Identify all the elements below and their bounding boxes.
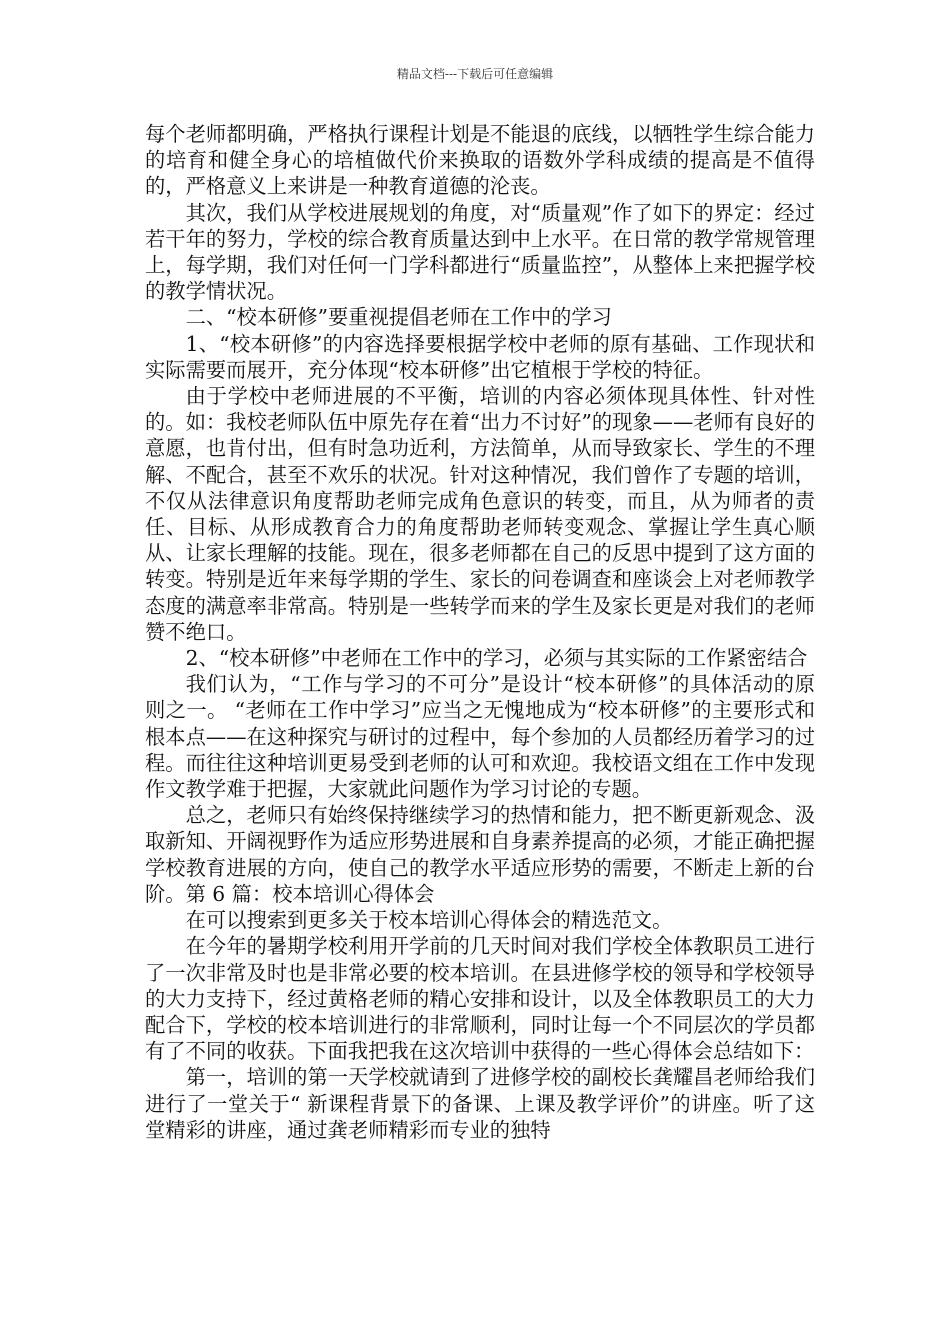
- paragraph-8: 第一，培训的第一天学校就请到了进修学校的副校长龚耀昌老师给我们进行了一堂关于“ 新课程背景下的备课、上课及教学评价”的讲座。听了这堂精彩的讲座，通过龚老师精彩而专业的独特: [145, 1065, 815, 1142]
- section-heading-2: 二、“校本研修”要重视提倡老师在工作中的学习: [185, 305, 612, 330]
- paragraph-1: 每个老师都明确，严格执行课程计划是不能退的底线，以牺牲学生综合能力的培育和健全身心的培植做代价来换取的语数外学科成绩的提高是不值得的，严格意义上来讲是一种教育道德的沦丧。: [145, 122, 815, 199]
- paragraph-4: 我们认为，“工作与学习的不可分”是设计“校本研修”的具体活动的原则之一。 “老师在工作中学习”应当之无愧地成为“校本研修”的主要形式和根本点——在这种探究与研讨的过程中，每个参加的人员都经历着学习的过程。而往往这种培训更易受到老师的认可和欢迎。我校语文组在工作中发现作文教学难于把握，大家就此问题作为学习讨论的专题。: [145, 672, 815, 802]
- paragraph-6: 在可以搜索到更多关于校本培训心得体会的精选范文。: [185, 908, 673, 933]
- subsection-heading-2: 2、“校本研修”中老师在工作中的学习，必须与其实际的工作紧密结合: [185, 646, 808, 671]
- paragraph-5: 总之，老师只有始终保持继续学习的热情和能力，把不断更新观念、汲取新知、开阔视野作为适应形势进展和自身素养提高的必须，才能正确把握学校教育进展的方向，使自己的教学水平适应形势的需要，不断走上新的台阶。第 6 篇：校本培训心得体会: [145, 803, 815, 906]
- subsection-heading-1: 1、“校本研修”的内容选择要根据学校中老师的原有基础、工作现状和实际需要而展开，充分体现“校本研修”出它植根于学校的特征。: [145, 331, 815, 382]
- paragraph-2: 其次，我们从学校进展规划的角度，对“质量观”作了如下的界定：经过若干年的努力，学校的综合教育质量达到中上水平。在日常的教学常规管理上，每学期，我们对任何一门学科都进行“质量监控”，从整体上来把握学校的教学情状况。: [145, 200, 815, 304]
- paragraph-3: 由于学校中老师进展的不平衡，培训的内容必须体现具体性、针对性的。如：我校老师队伍中原先存在着“出力不讨好”的现象——老师有良好的意愿，也肯付出，但有时急功近利，方法简单，从而导致家长、学生的不理解、不配合，甚至不欢乐的状况。针对这种情况，我们曾作了专题的培训，不仅从法律意识角度帮助老师完成角色意识的转变，而且，从为师者的责任、目标、从形成教育合力的角度帮助老师转变观念、掌握让学生真心顺从、让家长理解的技能。现在，很多老师都在自己的反思中提到了这方面的转变。特别是近年来每学期的学生、家长的问卷调查和座谈会上对老师教学态度的满意率非常高。特别是一些转学而来的学生及家长更是对我们的老师赞不绝口。: [145, 384, 815, 644]
- paragraph-7: 在今年的暑期学校利用开学前的几天时间对我们学校全体教职员工进行了一次非常及时也是非常必要的校本培训。在县进修学校的领导和学校领导的大力支持下，经过黄格老师的精心安排和设计，以及全体教职员工的大力配合下，学校的校本培训进行的非常顺利，同时让每一个不同层次的学员都有了不同的收获。下面我把我在这次培训中获得的一些心得体会总结如下：: [145, 934, 815, 1064]
- page-header: 精品文档---下载后可任意编辑: [396, 67, 554, 81]
- document-body: [145, 121, 815, 1143]
